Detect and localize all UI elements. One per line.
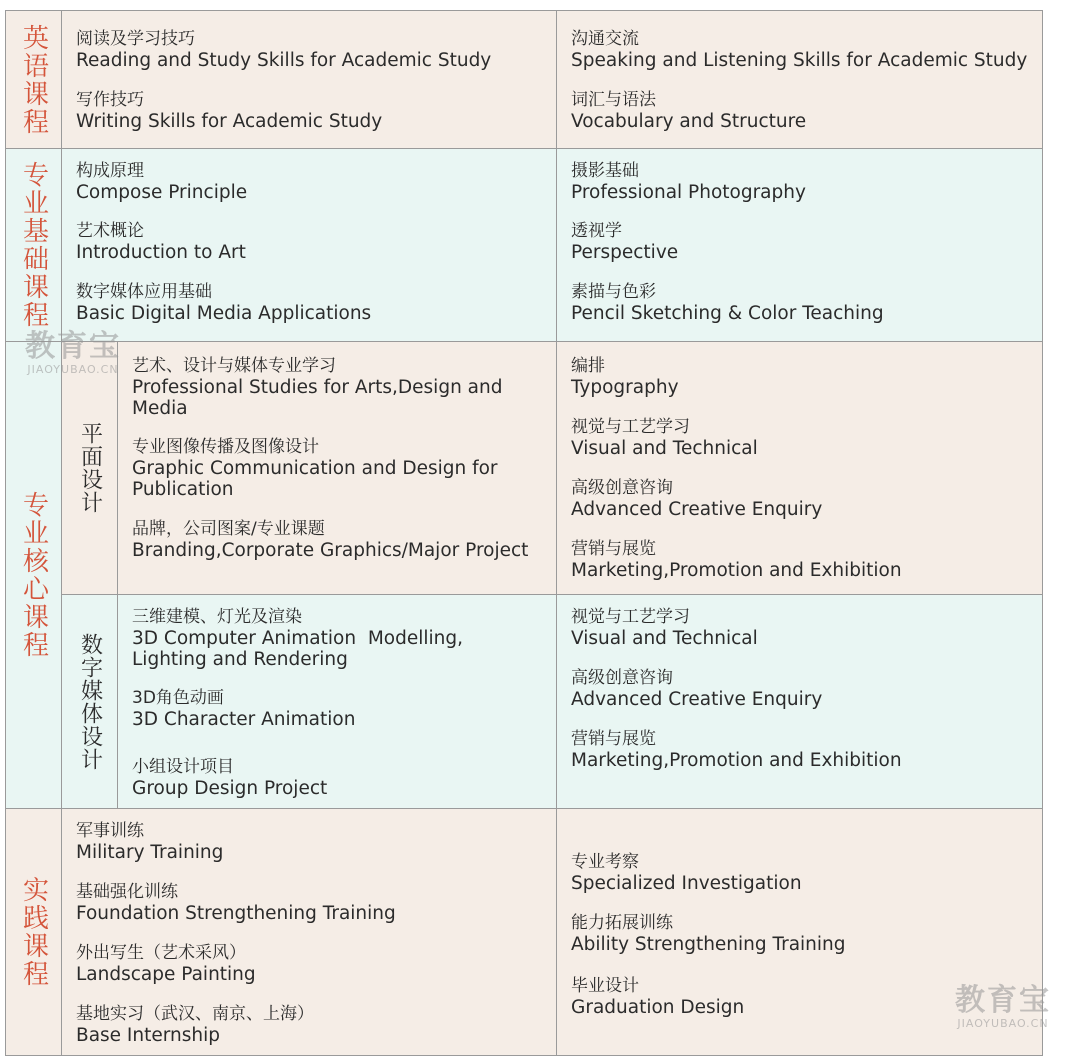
course-name-en: Professional Photography [571,182,806,203]
course-name-en: Basic Digital Media Applications [76,303,372,324]
course-item [571,417,1036,459]
practice-left-column [62,809,556,1055]
course-name-en: Graduation Design [571,997,745,1018]
course-item [76,161,550,203]
course-name-zh: 军事训练 [76,821,144,841]
course-name-en: Compose Principle [76,182,248,203]
course-name-zh: 艺术、设计与媒体专业学习 [132,356,336,376]
course-item [571,729,1036,771]
course-item [132,519,550,561]
course-item [571,221,1036,263]
course-name-zh: 构成原理 [76,161,144,181]
course-name-zh: 视觉与工艺学习 [571,417,690,437]
course-name-zh: 基地实习（武汉、南京、上海） [76,1004,314,1024]
course-name-en: Branding,Corporate Graphics/Major Project [132,540,529,561]
course-name-en: Visual and Technical [571,628,758,649]
course-name-zh: 高级创意咨询 [571,668,673,688]
course-name-en: Landscape Painting [76,964,256,985]
course-item [76,821,550,863]
course-name-en: Vocabulary and Structure [571,111,807,132]
watermark-url: JIAOYUBAO.CN [27,363,119,376]
category-title: 实践课程 [18,876,49,988]
course-name-zh: 基础强化训练 [76,882,178,902]
section-practice [6,808,1042,1055]
course-name-en: 3D Character Animation [132,709,356,730]
course-name-zh: 沟通交流 [571,29,639,49]
course-name-zh: 专业图像传播及图像设计 [132,437,319,457]
course-name-en: Reading and Study Skills for Academic Study [76,50,492,71]
course-name-zh: 素描与色彩 [571,282,656,302]
course-name-zh: 三维建模、灯光及渲染 [132,607,302,627]
foundation-right-column [556,149,1042,341]
course-name-zh: 品牌，公司图案/专业课题 [132,519,325,539]
category-label-core [6,342,62,808]
course-item [132,688,550,730]
course-item [571,356,1036,398]
course-name-en: Introduction to Art [76,242,246,263]
course-name-zh: 营销与展览 [571,539,656,559]
course-name-zh: 摄影基础 [571,161,639,181]
course-name-en: Foundation Strengthening Training [76,903,396,924]
subcategory-label-digital [62,595,118,809]
section-foundation [6,148,1042,341]
subcategory-title: 数字媒体设计 [77,633,103,771]
course-item [571,29,1036,71]
course-name-en: Perspective [571,242,679,263]
course-name-en: Pencil Sketching & Color Teaching [571,303,884,324]
course-name-en: Graphic Communication and Design for Publication [132,458,504,500]
subcategory-title: 平面设计 [77,422,103,514]
category-label-foundation [6,149,62,341]
course-name-en: Typography [571,377,679,398]
subcategory-label-graphic [62,342,118,594]
watermark [944,984,1062,1030]
course-name-en: Advanced Creative Enquiry [571,499,823,520]
course-item [571,668,1036,710]
course-name-zh: 数字媒体应用基础 [76,282,212,302]
course-name-en: Advanced Creative Enquiry [571,689,823,710]
course-name-zh: 营销与展览 [571,729,656,749]
course-name-en: Group Design Project [132,778,328,799]
foundation-left-column [62,149,556,341]
course-name-zh: 外出写生（艺术采风） [76,943,246,963]
course-item [571,607,1036,649]
course-item [571,478,1036,520]
category-title: 专业核心课程 [18,491,49,659]
english-right-column [556,11,1042,148]
course-name-en: Base Internship [76,1025,220,1046]
course-name-zh: 透视学 [571,221,622,241]
course-name-zh: 视觉与工艺学习 [571,607,690,627]
subrow-graphic-design [62,342,1042,594]
watermark-url: JIAOYUBAO.CN [957,1017,1049,1030]
category-label-english [6,11,62,148]
course-name-zh: 小组设计项目 [132,757,234,777]
course-item [571,90,1036,132]
category-title: 英语课程 [18,23,49,136]
course-name-zh: 编排 [571,356,605,376]
graphic-right-column [556,342,1042,594]
watermark-logo-text: 教育宝 [25,329,121,364]
course-item [76,221,550,263]
course-item [132,757,550,799]
curriculum-table [5,10,1043,1056]
english-left-column [62,11,556,148]
course-item [571,913,1036,955]
course-item [571,282,1036,324]
course-name-zh: 词汇与语法 [571,90,656,110]
course-item [76,943,550,985]
course-name-zh: 能力拓展训练 [571,913,673,933]
course-name-zh: 高级创意咨询 [571,478,673,498]
course-item [132,437,550,500]
digital-right-column [556,595,1042,809]
course-name-zh: 艺术概论 [76,221,144,241]
course-item [76,882,550,924]
course-item [132,356,550,419]
course-name-en: Military Training [76,842,224,863]
course-name-en: Visual and Technical [571,438,758,459]
course-item [76,282,550,324]
watermark [14,330,132,376]
course-name-en: Writing Skills for Academic Study [76,111,383,132]
section-core [6,341,1042,808]
graphic-left-column [118,342,556,594]
category-title: 专业基础课程 [18,161,49,329]
course-item [76,90,550,132]
course-name-zh: 专业考察 [571,852,639,872]
category-label-practice [6,809,62,1055]
course-name-zh: 3D角色动画 [132,688,224,708]
course-name-en: Speaking and Listening Skills for Academic Study [571,50,1028,71]
course-name-en: Professional Studies for Arts,Design and Media [132,377,509,419]
digital-left-column [118,595,556,809]
course-item [76,29,550,71]
course-name-zh: 阅读及学习技巧 [76,29,195,49]
course-item [132,607,550,670]
course-item [76,1004,550,1046]
course-name-zh: 写作技巧 [76,90,144,110]
course-item [571,852,1036,894]
course-name-en: Ability Strengthening Training [571,934,846,955]
course-name-en: 3D Computer Animation Modelling, Lighting and Rendering [132,628,463,670]
section-english [6,11,1042,148]
course-name-en: Specialized Investigation [571,873,802,894]
course-name-en: Marketing,Promotion and Exhibition [571,560,902,581]
course-item [571,539,1036,581]
subrow-digital-media [62,594,1042,809]
course-name-zh: 毕业设计 [571,976,639,996]
course-item [571,161,1036,203]
course-name-en: Marketing,Promotion and Exhibition [571,750,902,771]
watermark-logo-text: 教育宝 [955,983,1051,1018]
